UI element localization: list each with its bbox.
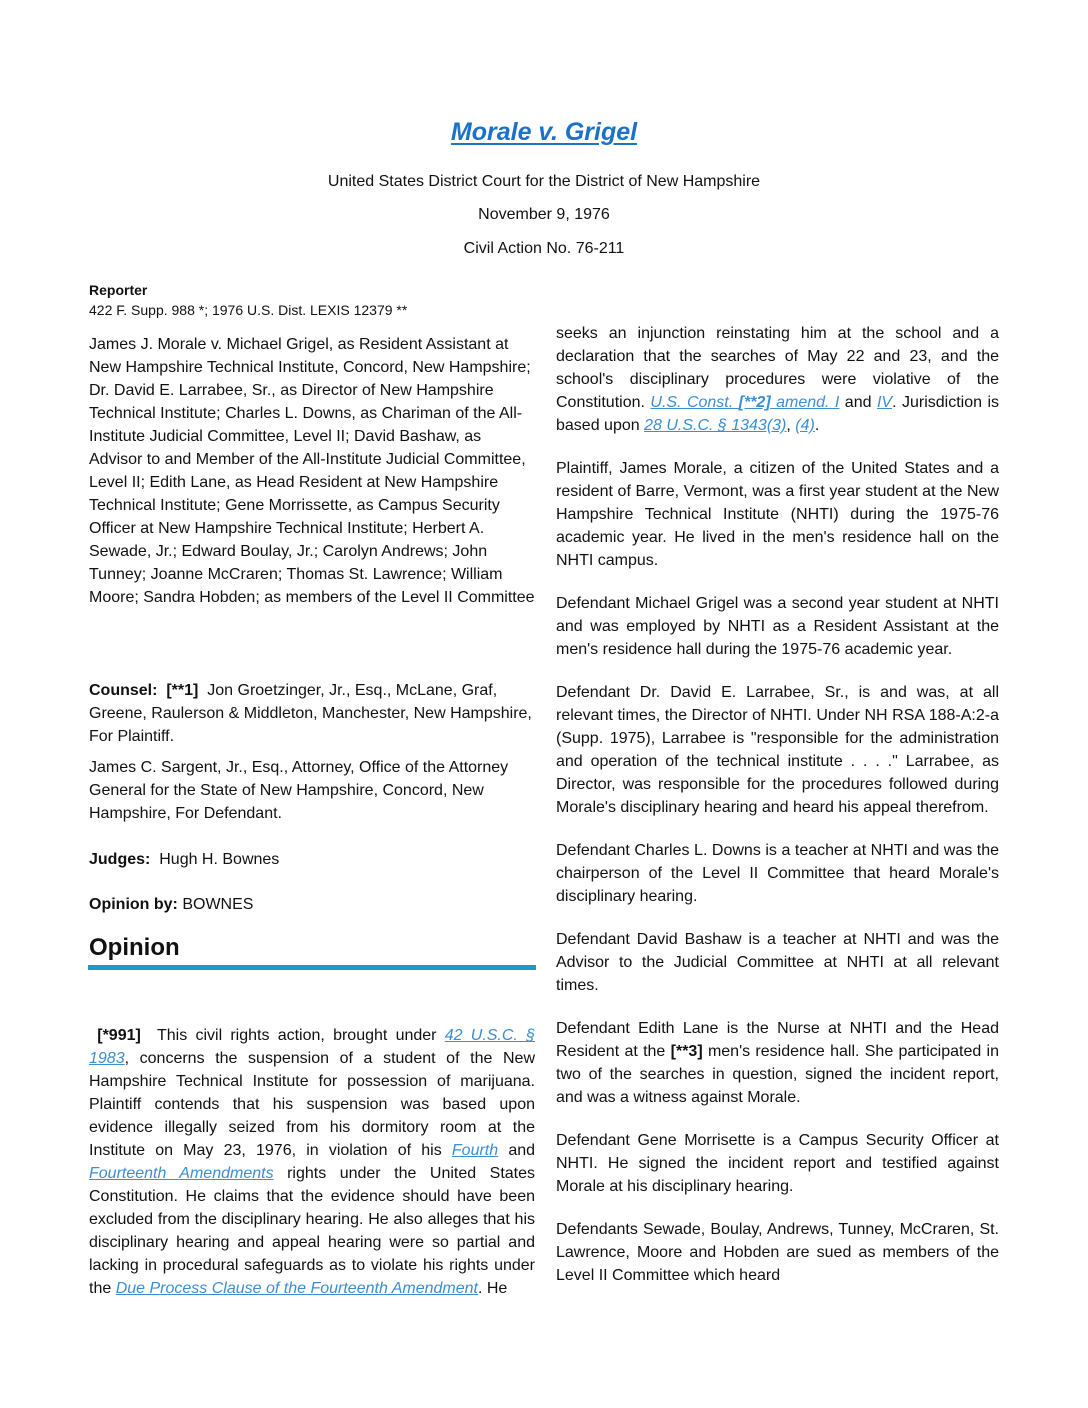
text-run: rights under the United States Constitution. He claims that the evidence should have been excluded from the disciplinary hearing. He also alleges that his disciplinary hearing and appeal hearing were so partial and lacking in procedural safeguards as to violate his rights under the [89,1165,535,1297]
opinion-by-label: Opinion by: [89,896,178,913]
opinion-paragraph-1-continued [556,322,999,437]
counsel-label: Counsel: [89,682,158,699]
text-run: . Jurisdiction is based upon [556,394,999,434]
court-name: United States District Court for the District of New Hampshire [327,173,761,190]
citation-link[interactable]: 42 U.S.C. § 1983 [89,1027,536,1067]
judges-line [89,848,535,871]
counsel-defendant: James C. Sargent, Jr., Esq., Attorney, Office of the Attorney General for the State of New Hampshire, Concord, New Hampshire, For Defendant. [89,759,509,822]
counsel-plaintiff [89,679,535,748]
opinion-paragraph-6: Defendant David Bashaw is a teacher at NHTI and was the Advisor to the Judicial Committee at NHTI at all relevant times. [556,931,999,994]
case-title [0,118,1088,147]
text-run: Defendant Edith Lane is the Nurse at NHTI and the Head Resident at the [556,1020,999,1060]
text-run: and [498,1142,536,1159]
judges-value: Hugh H. Bownes [159,851,280,868]
decision-date: November 9, 1976 [478,206,610,223]
page-marker: [**3] [670,1043,703,1060]
text-run: , concerns the suspension of a student of the New Hampshire Technical Institute for possession of marijuana. Plaintiff contends that his suspension was based upon evidence illegally seized from his dormitory room at the Institute on May 23, 1976, in violation of his [89,1050,535,1159]
opinion-paragraph-9: Defendants Sewade, Boulay, Andrews, Tunney, McCraren, St. Lawrence, Moore and Hobden are sued as members of the Level II Committee which heard [556,1221,999,1284]
opinion-paragraph-3: Defendant Michael Grigel was a second year student at NHTI and was employed by NHTI as a Resident Assistant at the men's residence hall during the 1975-76 academic year. [556,595,999,658]
counsel-block [89,679,535,825]
judges-label: Judges: [89,851,151,868]
opinion-paragraph-7 [556,1017,999,1109]
page-marker: [*991] [97,1027,141,1044]
reporter-block [89,280,535,320]
opinion-paragraph-5: Defendant Charles L. Downs is a teacher at NHTI and was the chairperson of the Level II Committee that heard Morale's disciplinary hearing. [556,842,999,905]
opinion-paragraph-4: Defendant Dr. David E. Larrabee, Sr., is and was, at all relevant times, the Director of NHTI. Under NH RSA 188-A:2-a (Supp. 1975), Larrabee is "responsible for the administration and operation of the technical institute . . . ." Larrabee, as Director, was responsible for the procedures followed during Morale's disciplinary hearing and heard his appeal therefrom. [556,684,999,816]
citation-link[interactable]: Due Process Clause of the Fourteenth Amendment [115,1280,478,1297]
heading-rule [88,965,536,970]
citation-link[interactable]: Fourth [451,1142,499,1159]
citation-link[interactable] [650,394,839,411]
text-run: . [814,417,820,434]
opinion-by-line [89,893,535,916]
opinion-paragraph-2: Plaintiff, James Morale, a citizen of the United States and a resident of Barre, Vermont, was a first year student at the New Hampshire Technical Institute (NHTI) during the 1975-76 academic year. He lived in the men's residence hall on the NHTI campus. [556,460,999,569]
parties-block [89,333,535,609]
parties-text: James J. Morale v. Michael Grigel, as Resident Assistant at New Hampshire Technical Institute, Concord, New Hampshire; Dr. David E. Larrabee, Sr., as Director of New Hampshire Technical Institute; Charles L. Downs, as Chariman of the All-Institute Judicial Committee, Level II; David Bashaw, as Advisor to and Member of the All-Institute Judicial Committee, Level II; Edith Lane, as Head Resident at New Hampshire Technical Institute; Gene Morrissette, as Campus Security Officer at New Hampshire Technical Institute; Herbert A. Sewade, Jr.; Edward Boulay, Jr.; Carolyn Andrews; John Tunney; Joanne McCraren; Thomas St. Lawrence; William Moore; Sandra Hobden; as members of the Level II Committee [89,336,535,606]
text-run: This civil rights action, brought under [157,1027,445,1044]
text-run: seeks an injunction reinstating him at the school and a declaration that the searches of May 22 and 23, and the school's disciplinary procedures were violative of the Constitution. [556,325,999,411]
reporter-label: Reporter [89,282,148,298]
page-marker: [**1] [166,682,199,699]
citation-link[interactable]: IV [876,394,893,411]
text-run: , [786,417,796,434]
citation-link[interactable]: Fourteenth Amendments [89,1165,274,1182]
text-run: men's residence hall. She participated in two of the searches in question, signed the incident report, and was a witness against Morale. [556,1043,1000,1106]
counsel-plaintiff-text: Jon Groetzinger, Jr., Esq., McLane, Graf, Greene, Raulerson & Middleton, Manchester, New Hampshire, For Plaintiff. [89,682,532,745]
case-title-link[interactable]: Morale v. Grigel [450,118,638,146]
citation-link[interactable]: (4) [795,417,815,434]
opinion-by-value: BOWNES [182,896,254,913]
opinion-paragraph-8: Defendant Gene Morrisette is a Campus Security Officer at NHTI. He signed the incident report and testified against Morale at his disciplinary hearing. [556,1132,999,1195]
text-run: and [839,394,877,411]
page-marker: [**2] [738,394,771,411]
reporter-citation: 422 F. Supp. 988 *; 1976 U.S. Dist. LEXIS 12379 ** [89,302,408,318]
opinion-right-column [556,322,999,1287]
opinion-paragraph-1 [89,1024,535,1300]
link-text: amend. I [770,394,840,411]
text-run: . He [477,1280,508,1297]
citation-link[interactable]: 28 U.S.C. § 1343(3) [644,417,787,434]
docket-number: Civil Action No. 76-211 [463,240,625,257]
link-text: U.S. Const. [650,394,739,411]
opinion-heading: Opinion [89,934,180,961]
